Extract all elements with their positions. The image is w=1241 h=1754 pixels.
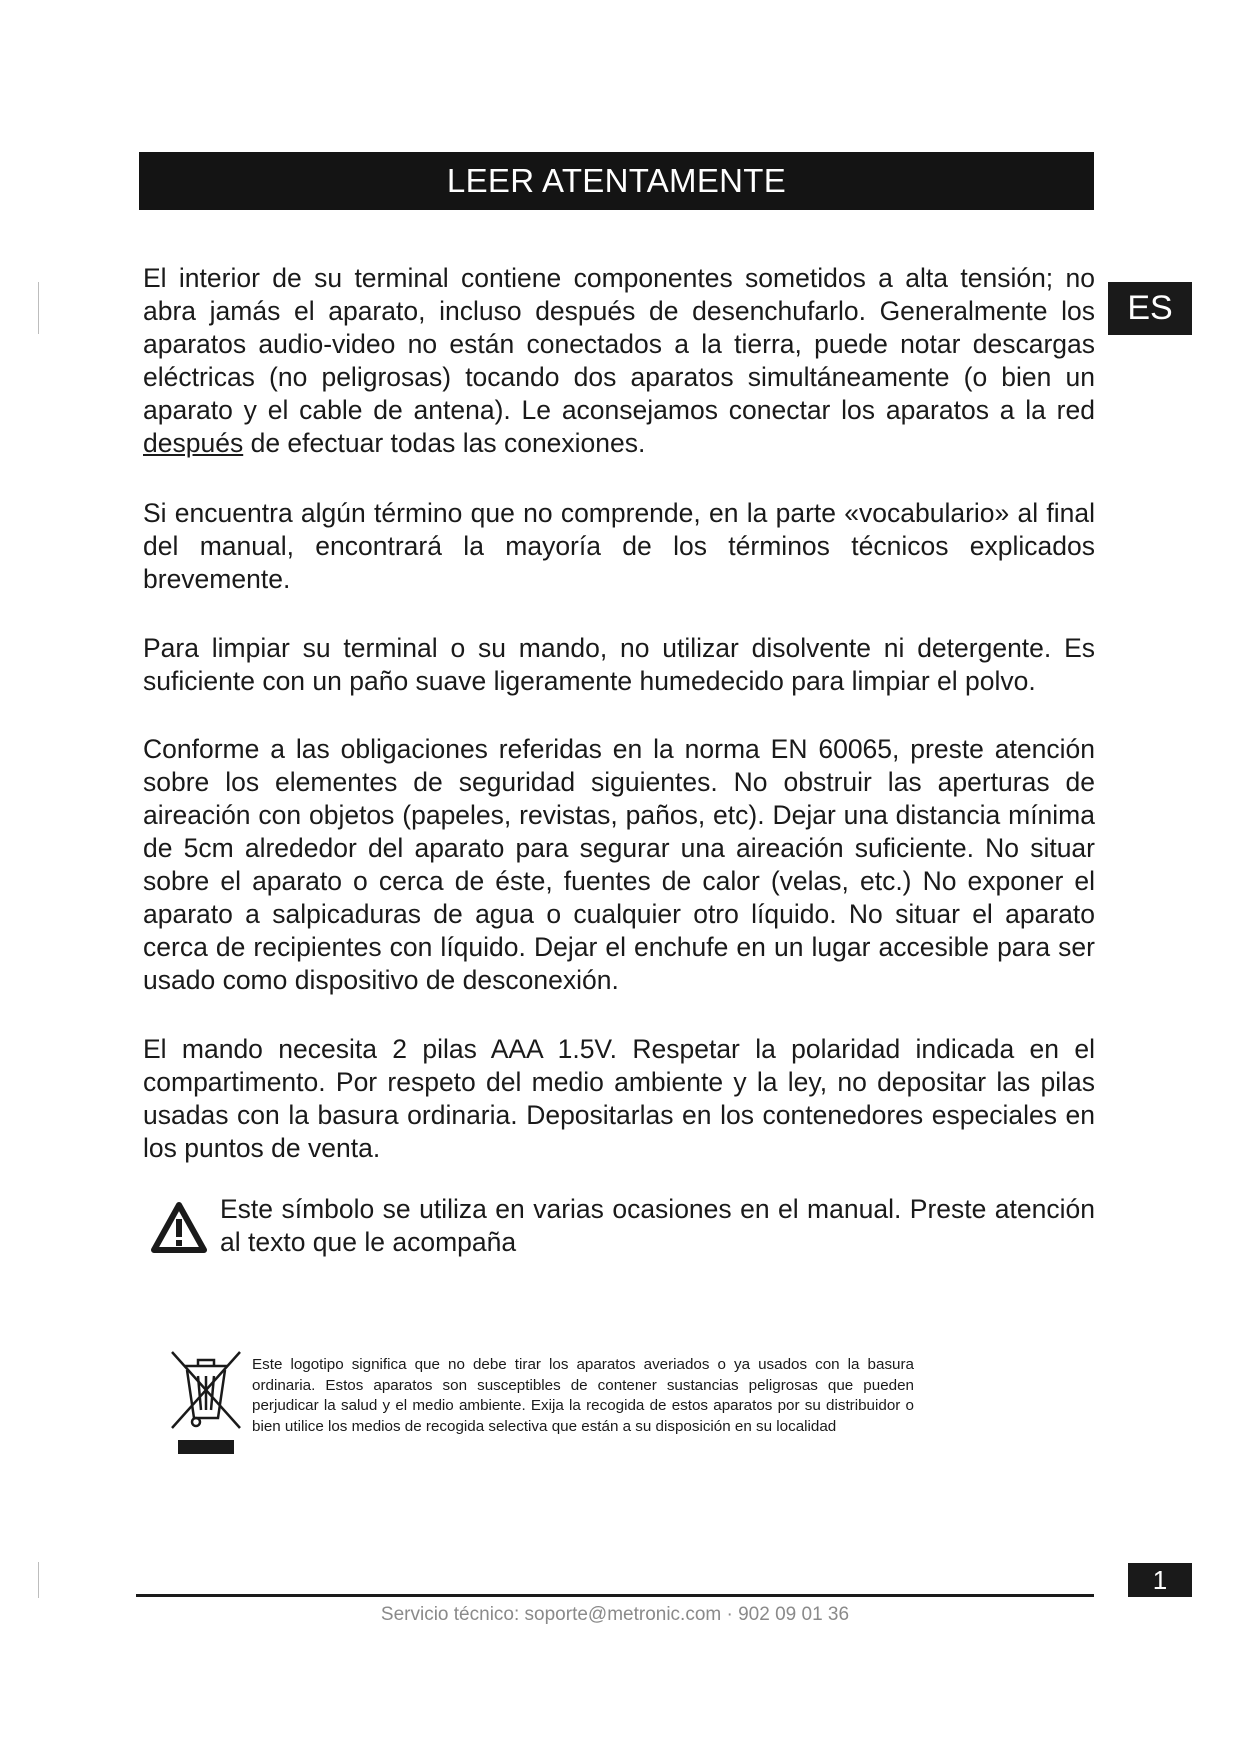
language-tab-label: ES (1127, 289, 1173, 327)
paragraph-vocabulary: Si encuentra algún término que no comprende, en la parte «vocabulario» al final del manual, encontrará la mayoría de los términos técnicos explicados brevemente. (143, 498, 1095, 594)
language-tab (1108, 282, 1192, 335)
paragraph-cleaning: Para limpiar su terminal o su mando, no utilizar disolvente ni detergente. Es suficiente con un paño suave ligeramente humedecido para limpiar el polvo. (143, 633, 1095, 696)
section-title-text: LEER ATENTAMENTE (446, 162, 787, 199)
paragraph-text: de efectuar todas las conexiones. (250, 428, 646, 458)
margin-mark (38, 1562, 39, 1598)
footer-divider (136, 1594, 1094, 1597)
paragraph-text: El interior de su terminal contiene componentes sometidos a alta tensión; no abra jamás el aparato, incluso después de desenchufarlo. Generalmente los aparatos audio-video no están conectados a la tierra, puede notar descargas eléctricas (no peligrosas) tocando dos aparatos simultáneamente (o bien un aparato y el cable de antena). Le aconsejamos conectar los aparatos a la red (143, 263, 1095, 425)
margin-mark (38, 282, 39, 334)
weee-disposal-text: Este logotipo significa que no debe tirar los aparatos averiados o ya usados con la basura ordinaria. Estos aparatos son susceptibles de contener sustancias peligrosas que pueden perjudicar la salud y el medio ambiente. Exija la recogida de estos aparatos por su distribuidor o bien utilice los medios de recogida selectiva que están a su disposición en su localidad (252, 1356, 914, 1435)
crossed-out-bin-icon (168, 1348, 244, 1454)
paragraph-high-voltage (143, 262, 1095, 460)
section-title (139, 152, 1094, 210)
paragraph-safety: Conforme a las obligaciones referidas en la norma EN 60065, preste atención sobre los elementes de seguridad siguientes. No obstruir las aperturas de aireación con objetos (papeles, revistas, paños, etc). Dejar una distancia mínima de 5cm alrededor del aparato para segurar una aireación suficiente. No situar sobre el aparato o cerca de éste, fuentes de calor (velas, etc.) No exponer el aparato a salpicaduras de agua o cualquier otro líquido. No situar el aparato cerca de recipientes con líquido. Dejar el enchufe en un lugar accesible para ser usado como dispositivo de desconexión. (143, 734, 1095, 995)
paragraph-batteries: El mando necesita 2 pilas AAA 1.5V. Respetar la polaridad indicada en el compartimento. Por respeto del medio ambiente y la ley, no depositar las pilas usadas con la basura ordinaria. Depositarlas en los contenedores especiales en los puntos de venta. (143, 1034, 1095, 1163)
warning-text: Este símbolo se utiliza en varias ocasiones en el manual. Preste atención al texto que le acompaña (220, 1194, 1095, 1257)
footer-support-contact: Servicio técnico: soporte@metronic.com · 902 09 01 36 (380, 1604, 850, 1625)
page-number (1128, 1563, 1192, 1597)
warning-triangle-icon (150, 1201, 208, 1255)
warning-note (150, 1193, 1095, 1263)
underlined-word: después (143, 428, 244, 458)
page-number-label: 1 (1152, 1564, 1168, 1595)
